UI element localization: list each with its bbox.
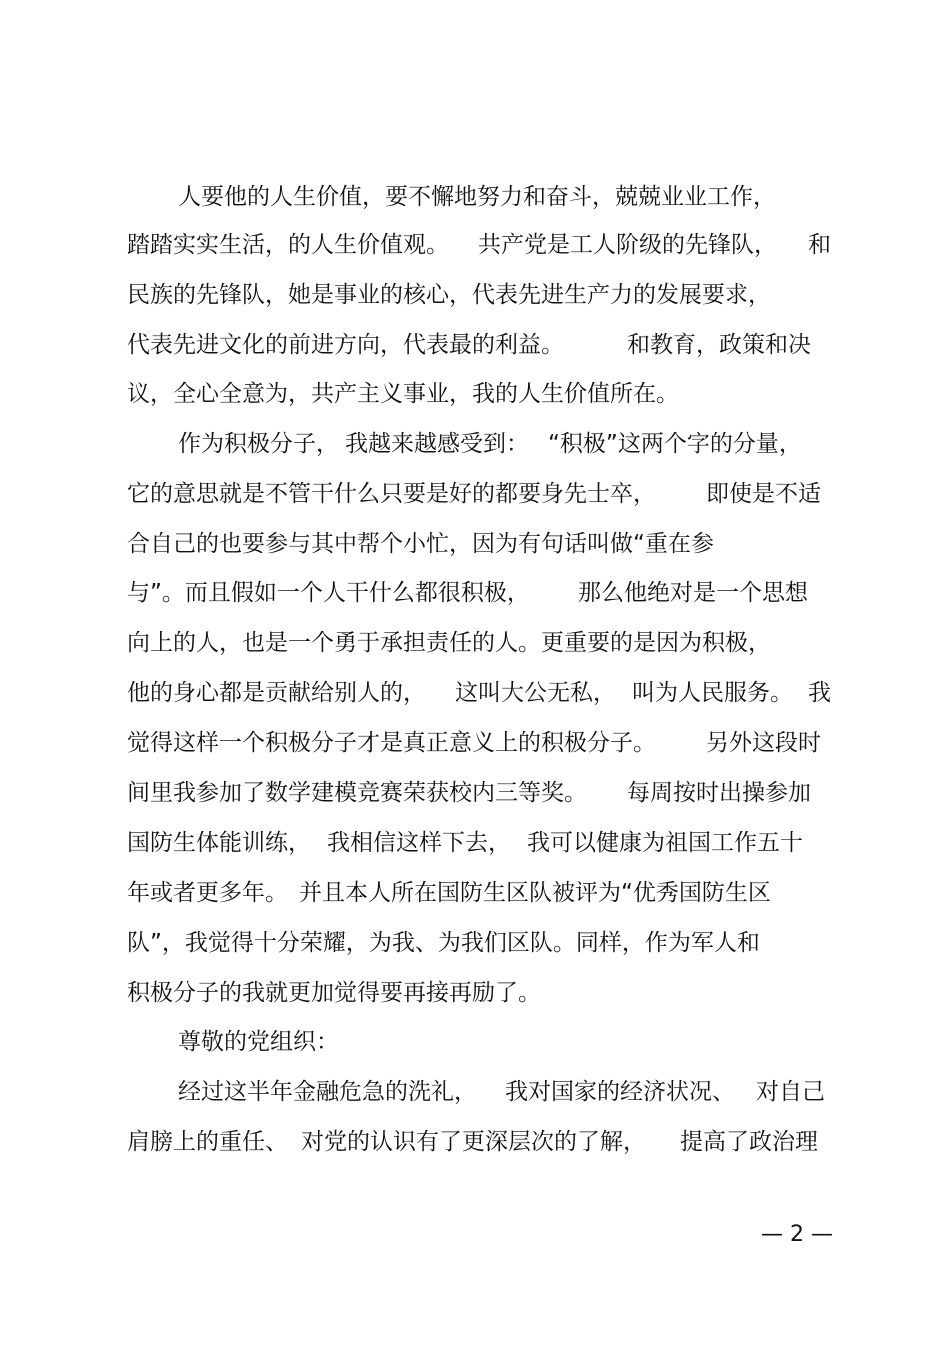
text-line: [0, 876, 950, 910]
text-segment: 经过这半年金融危急的洗礼，: [178, 1079, 477, 1105]
text-segment: 代表先进文化的前进方向，代表最的利益。: [127, 332, 564, 358]
text-segment: 提高了政治理: [680, 1129, 818, 1155]
text-line: [0, 377, 950, 411]
text-line: [0, 976, 950, 1010]
text-segment: 那么他绝对是一个思想: [578, 580, 808, 606]
text-segment: 觉得这样一个积极分子才是真正意义上的积极分子。: [127, 730, 656, 756]
text-segment: 民族的先锋队，她是事业的核心，代表先进生产力的发展要求，: [127, 282, 771, 308]
text-segment: 叫为人民服务。: [632, 680, 793, 706]
text-line: [0, 576, 950, 610]
text-segment: 另外这段时: [706, 730, 821, 756]
text-segment: 与”。而且假如一个人干什么都很积极，: [127, 580, 530, 606]
text-line: [0, 228, 950, 262]
text-line: [0, 776, 950, 810]
text-segment: 议，全心全意为，共产主义事业，我的人生价值所在。: [127, 381, 679, 407]
text-segment: 共产党是工人阶级的先锋队，: [478, 232, 777, 258]
text-segment: 我: [808, 680, 831, 706]
text-line: [0, 926, 950, 960]
text-line: [0, 626, 950, 660]
text-line: [0, 726, 950, 760]
text-segment: 对党的认识有了更深层次的了解，: [301, 1129, 646, 1155]
text-segment: 和教育，政策和决: [627, 332, 811, 358]
text-segment: 年或者更多年。: [127, 880, 288, 906]
text-segment: 肩膀上的重任、: [127, 1129, 288, 1155]
text-segment: 我可以健康为祖国工作五十: [527, 830, 803, 856]
text-line: [0, 328, 950, 362]
text-segment: 间里我参加了数学建模竞赛荣获校内三等奖。: [127, 780, 587, 806]
text-segment: 我对国家的经济状况、: [505, 1079, 735, 1105]
text-segment: 它的意思就是不管干什么只要是好的都要身先士卒，: [127, 481, 656, 507]
text-segment: 并且本人所在国防生区队被评为“优秀国防生区: [299, 880, 771, 906]
text-segment: 队”，我觉得十分荣耀，为我、为我们区队。同样，作为军人和: [127, 930, 760, 956]
text-line: [0, 676, 950, 710]
text-line: [0, 1075, 950, 1109]
text-segment: 合自己的也要参与其中帮个小忙，因为有句话叫做“重在参: [127, 531, 714, 557]
text-segment: 即使是不适: [706, 481, 821, 507]
text-line: [0, 427, 950, 461]
text-segment: 国防生体能训练，: [127, 830, 311, 856]
text-line: [0, 1025, 950, 1059]
text-segment: 我越来越感受到：: [345, 431, 529, 457]
text-line: [0, 180, 950, 214]
page-number: — 2 —: [761, 1222, 833, 1247]
text-segment: 对自己: [756, 1079, 825, 1105]
text-line: [0, 477, 950, 511]
text-segment: 他的身心都是贡献给别人的，: [127, 680, 426, 706]
text-segment: 积极分子的我就更加觉得要再接再励了。: [127, 980, 541, 1006]
text-segment: 尊敬的党组织：: [178, 1029, 339, 1055]
text-segment: 和: [808, 232, 831, 258]
text-line: [0, 527, 950, 561]
text-segment: 向上的人，也是一个勇于承担责任的人。更重要的是因为积极，: [127, 630, 771, 656]
text-line: [0, 1125, 950, 1159]
text-segment: “积极”这两个字的分量，: [548, 431, 802, 457]
text-line: [0, 278, 950, 312]
text-segment: 人要他的人生价值，要不懈地努力和奋斗，兢兢业业工作，: [178, 184, 776, 210]
text-segment: 每周按时出操参加: [627, 780, 811, 806]
text-line: [0, 826, 950, 860]
text-segment: 这叫大公无私，: [455, 680, 616, 706]
text-segment: 我相信这样下去，: [327, 830, 511, 856]
text-segment: 作为积极分子，: [178, 431, 339, 457]
text-segment: 踏踏实实生活，的人生价值观。: [127, 232, 449, 258]
